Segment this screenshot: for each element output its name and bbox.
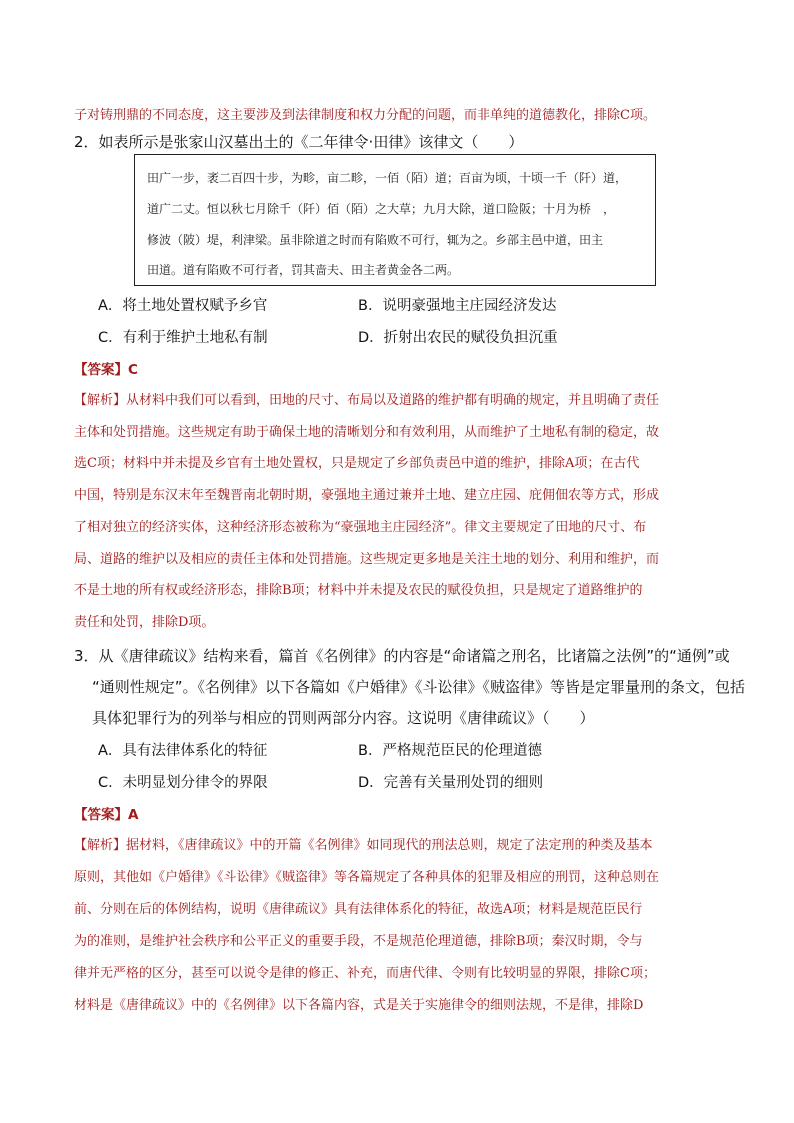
material-line: 修波（陂）堤，利津梁。虽非除道之时而有陷败不可行，辄为之。乡部主邑中道，田主 bbox=[147, 233, 604, 247]
analysis-line: 了相对独立的经济实体，这种经济形态被称为“豪强地主庄园经济”。律文主要规定了田地的尺寸、布 bbox=[74, 520, 647, 535]
material-table bbox=[134, 154, 656, 286]
analysis-line: 材料是《唐律疏议》中的《名例律》以下各篇内容，式是关于实施律令的细则法规，不是律，排除D bbox=[74, 998, 644, 1013]
q3-option-d[interactable]: D．完善有关量刑处罚的细则 bbox=[358, 775, 544, 791]
analysis-line: 不是土地的所有权或经济形态，排除B项；材料中并未提及农民的赋役负担，只是规定了道路维护的 bbox=[74, 583, 643, 598]
analysis-line: 原则，其他如《户婚律》《斗讼律》《贼盗律》等各篇规定了各种具体的犯罪及相应的刑罚，这种总则在 bbox=[74, 870, 660, 885]
material-line: 田道。道有陷败不可行者，罚其啬夫、田主者黄金各二两。 bbox=[147, 263, 460, 277]
q2-option-a[interactable]: A．将土地处置权赋予乡官 bbox=[98, 298, 268, 314]
q2-option-c[interactable]: C．有利于维护土地私有制 bbox=[98, 330, 268, 346]
analysis-line: 中国，特别是东汉末年至魏晋南北朝时期，豪强地主通过兼并土地、建立庄园、庇佣佃农等方式，形成 bbox=[74, 488, 660, 503]
q2-answer: 【答案】C bbox=[74, 362, 138, 378]
question-2-stem: 2．如表所示是张家山汉墓出土的《二年律令·田律》该律文（ ） bbox=[74, 133, 524, 151]
analysis-line: 主体和处罚措施。这些规定有助于确保土地的清晰划分和有效利用，从而维护了土地私有制的稳定，故 bbox=[74, 425, 660, 440]
q2-option-b[interactable]: B．说明豪强地主庄园经济发达 bbox=[358, 298, 557, 314]
analysis-line: 前、分则在后的体例结构，说明《唐律疏议》具有法律体系化的特征，故选A项；材料是规范臣民行 bbox=[74, 902, 643, 917]
q2-option-d[interactable]: D．折射出农民的赋役负担沉重 bbox=[358, 330, 558, 346]
q3-option-a[interactable]: A．具有法律体系化的特征 bbox=[98, 743, 268, 759]
prev-explanation-tail: 子对铸刑鼎的不同态度，这主要涉及到法律制度和权力分配的问题，而非单纯的道德教化，排除C项。 bbox=[74, 108, 656, 123]
analysis-line: 【解析】据材料，《唐律疏议》中的开篇《名例律》如同现代的刑法总则，规定了法定刑的种类及基本 bbox=[74, 838, 653, 853]
analysis-line: 责任和处罚，排除D项。 bbox=[74, 615, 215, 630]
analysis-line: 【解析】从材料中我们可以看到，田地的尺寸、布局以及道路的维护都有明确的规定，并且明确了责任 bbox=[74, 393, 660, 408]
material-line: 田广一步，袤二百四十步，为畛，亩二畛，一佰（陌）道；百亩为顷，十顷一千（阡）道， bbox=[147, 171, 628, 185]
analysis-line: 局、道路的维护以及相应的责任主体和处罚措施。这些规定更多地是关注土地的划分、利用和维护，而 bbox=[74, 552, 660, 567]
q3-option-b[interactable]: B．严格规范臣民的伦理道德 bbox=[358, 743, 542, 759]
question-3-stem: 具体犯罪行为的列举与相应的罚则两部分内容。这说明《唐律疏议》（ ） bbox=[92, 709, 595, 727]
material-line: 道广二丈。恒以秋七月除千（阡）佰（陌）之大草；九月大除，道口险阪；十月为桥 ， bbox=[147, 202, 616, 216]
analysis-line: 为的准则，是维护社会秩序和公平正义的重要手段，不是规范伦理道德，排除B项；秦汉时期，令与 bbox=[74, 934, 643, 949]
question-3-stem: 3．从《唐律疏议》结构来看，篇首《名例律》的内容是“命诸篇之刑名，比诸篇之法例”的“通例”或 bbox=[74, 647, 730, 665]
q3-answer: 【答案】A bbox=[74, 807, 139, 823]
analysis-line: 律并无严格的区分，甚至可以说令是律的修正、补充，而唐代律、令则有比较明显的界限，排除C项； bbox=[74, 966, 656, 981]
analysis-line: 选C项；材料中并未提及乡官有土地处置权，只是规定了乡部负责邑中道的维护，排除A项；在古代 bbox=[74, 456, 640, 471]
question-3-stem: “通则性规定”。《名例律》以下各篇如《户婚律》《斗讼律》《贼盗律》等皆是定罪量刑的条文，包括 bbox=[92, 678, 746, 696]
q3-option-c[interactable]: C．未明显划分律令的界限 bbox=[98, 775, 268, 791]
